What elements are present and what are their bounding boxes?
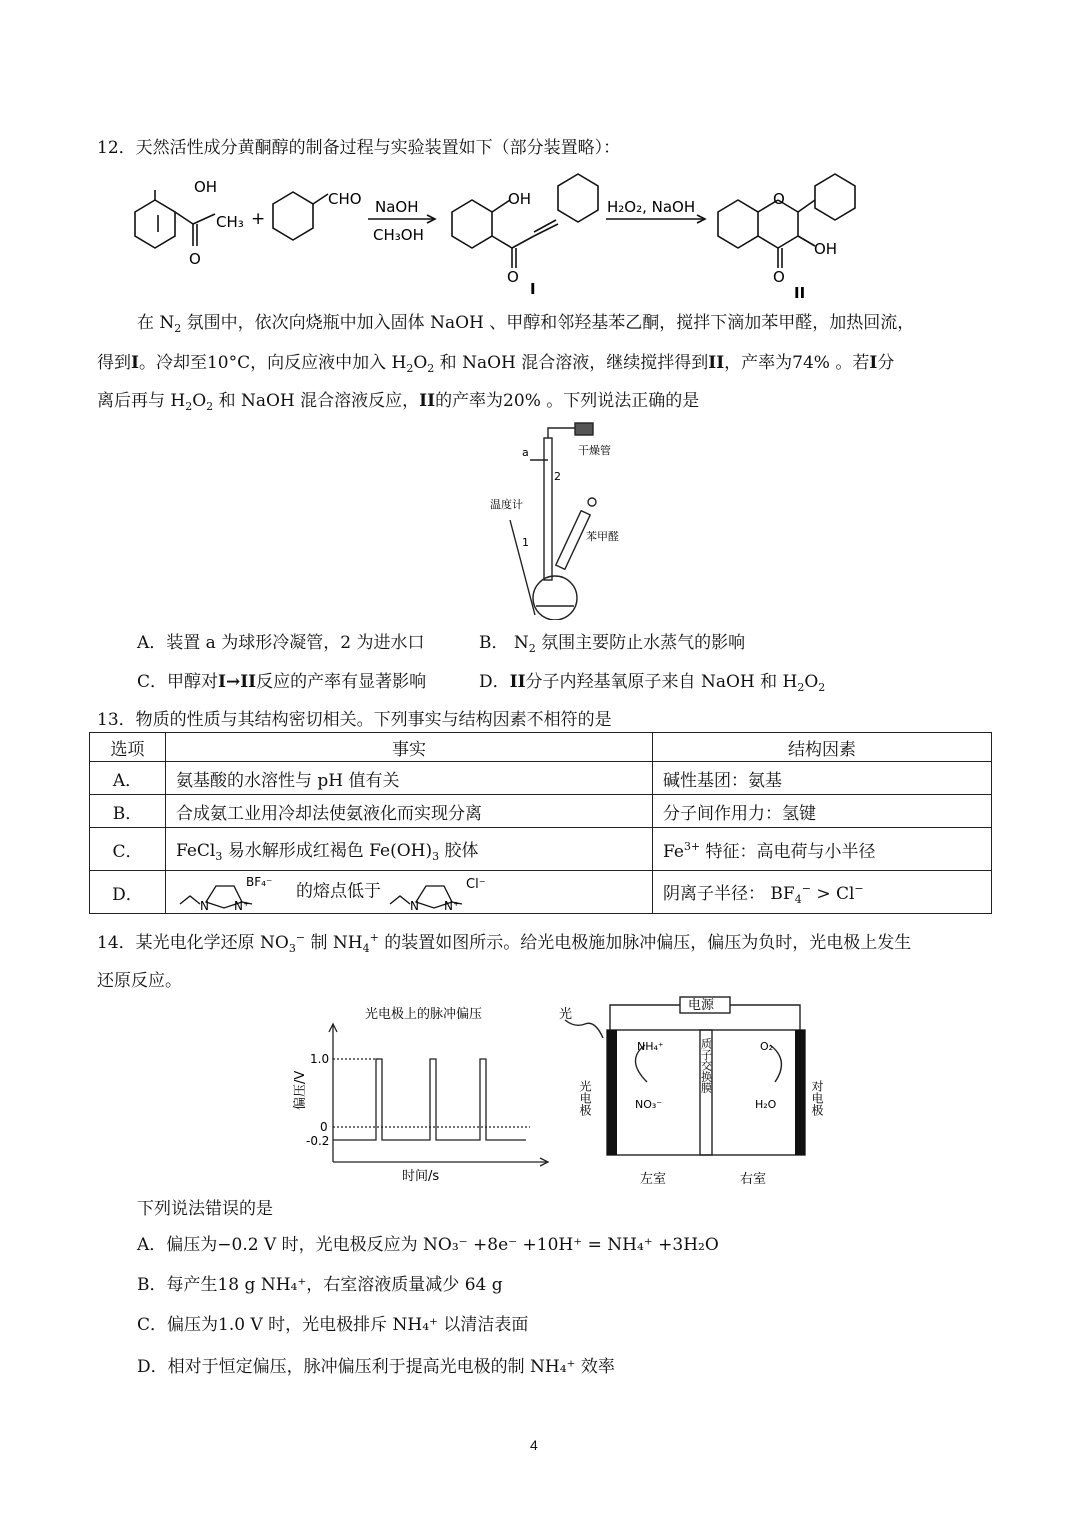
chart-xlabel: 时间/s [402,1169,440,1184]
cell-factor: $Fe^{3+}$ 特征：高电荷与小半径 [653,828,992,871]
p1-label: I [530,280,536,298]
counter-electrode [795,1030,805,1155]
drying-tube-label: 干燥管 [578,444,611,457]
q12-option-c: C．甲醇对I→II反应的产率有显著影响 [137,672,427,692]
right-room-label: 右室 [740,1172,767,1187]
r2-cho: CHO [328,190,362,208]
arrow1-bottom: CH₃OH [373,226,424,244]
ytick-1: 1.0 [310,1052,330,1066]
q12-para2: 得到I。冷却至10°C，向反应液中加入 $H_2O_2$ 和 NaOH 混合溶液，继续搅拌得到II，产率为74% 。若I分 [97,353,895,375]
header-factor: 结构因素 [653,733,992,762]
header-fact: 事实 [166,733,653,762]
r1-oh: OH [194,178,218,196]
q12-option-d: D．II分子内羟基氧原子来自 NaOH 和 $H_2O_2$ [479,672,826,694]
light-label: 光 [559,1007,573,1022]
page-number: 4 [530,1437,538,1453]
bf4-ion: BF₄⁻ [246,875,273,889]
cell-fact: FeCl$_3$ 易水解形成红褐色 $Fe(OH)_3$ 胶体 [166,828,653,871]
chart-ylabel: 偏压/V [293,1070,308,1110]
p1-oh: OH [508,190,532,208]
photoelectrochemical-cell [555,990,845,1190]
ionic-liquid-bf4-structure [176,872,296,912]
ytick-0: 0 [320,1120,328,1134]
chart-title: 光电极上的脉冲偏压 [365,1007,483,1022]
arrow2-top: H₂O₂, NaOH [607,198,696,216]
photoelectrode [607,1030,617,1155]
counter-electrode-label: 对电极 [810,1080,824,1116]
n-atom: N [200,899,209,912]
arrow1-top: NaOH [375,198,419,216]
n-plus-atom: N⁺ [234,899,250,912]
ytick-neg: -0.2 [306,1134,330,1148]
table-row [90,762,992,795]
q12-apparatus [480,420,630,620]
q14-stem-line2: 还原反应。 [97,971,182,991]
table-row [90,828,992,871]
q14-option-d: D．相对于恒定偏压，脉冲偏压利于提高光电极的制 NH₄⁺ 效率 [137,1357,615,1377]
power-label: 电源 [688,998,715,1013]
r1-ch3: CH₃ [216,213,244,231]
benzaldehyde-label: 苯甲醛 [586,530,619,543]
photoelectrode-label: 光电极 [578,1080,592,1116]
q14-stem-line1: 14．某光电化学还原 $NO_3^-$ 制 $NH_4^+$ 的装置如图所示。给光电极施加脉冲偏压，偏压为负时，光电极上发生 [97,931,912,955]
cell-option: B． [90,795,166,828]
q13-table [89,732,992,914]
q12-para1: 在 $N_2$ 氛围中，依次向烧瓶中加入固体 NaOH 、甲醇和邻羟基苯乙酮，搅拌下滴加苯甲醛，加热回流， [137,313,915,335]
cl-ion: Cl⁻ [466,877,486,892]
label-2: 2 [554,470,561,483]
ionic-liquid-cl-structure [386,872,506,912]
no3-label: NO₃⁻ [635,1098,663,1111]
cell-factor: 碱性基团：氨基 [653,762,992,795]
table-row [90,795,992,828]
cell-factor: 阴离子半径： $BF_4^- > Cl^-$ [653,871,992,914]
p1-o: O [507,268,519,286]
q12-stem: 12．天然活性成分黄酮醇的制备过程与实验装置如下（部分装置略）： [97,138,621,158]
thermometer-label: 温度计 [490,498,523,511]
r1-o: O [189,250,201,268]
cell-option: D． [90,871,166,914]
cell-option: A． [90,762,166,795]
h2o-label: H₂O [755,1098,777,1111]
header-option: 选项 [90,733,166,762]
table-header-row [90,733,992,762]
q12-option-a: A．装置 a 为球形冷凝管，2 为进水口 [137,633,425,653]
q12-para3: 离后再与 $H_2O_2$ 和 NaOH 混合溶液反应，II的产率为20% 。下列说法正确的是 [97,391,700,413]
n-atom: N [410,899,420,912]
membrane-label: 质子交换膜 [699,1038,713,1093]
n-plus-atom: N⁺ [444,899,460,912]
q14-option-c: C．偏压为1.0 V 时，光电极排斥 NH₄⁺ 以清洁表面 [137,1315,529,1335]
q12-reaction-scheme [130,172,870,302]
left-room-label: 左室 [640,1172,667,1187]
cell-option: C． [90,828,166,871]
nh4-label: NH₄⁺ [637,1040,664,1053]
o2-label: O₂ [760,1040,774,1053]
cell-factor: 分子间作用力：氢键 [653,795,992,828]
table-row [90,871,992,914]
p2-label: II [794,284,806,302]
q14-lead: 下列说法错误的是 [137,1199,273,1219]
cell-fact: 氨基酸的水溶性与 pH 值有关 [166,762,653,795]
p2-o: O [773,268,785,286]
q14-option-a: A．偏压为−0.2 V 时，光电极反应为 NO₃⁻ +8e⁻ +10H⁺ = NH₄⁺ +3H₂O [137,1235,719,1255]
plus-sign: + [251,209,266,229]
q12-option-b: B． $N_2$ 氛围主要防止水蒸气的影响 [479,633,746,655]
p2-ring-o: O [773,190,785,208]
cell-fact: 合成氨工业用冷却法使氨液化而实现分离 [166,795,653,828]
pulse-bias-chart [290,1000,560,1190]
label-1: 1 [522,536,529,549]
q13-stem: 13．物质的性质与其结构密切相关。下列事实与结构因素不相符的是 [97,710,612,730]
p2-oh: OH [814,240,838,258]
q14-option-b: B．每产生18 g NH₄⁺，右室溶液质量减少 64 g [137,1275,503,1295]
label-a: a [522,446,529,459]
cell-fact: N N⁺ BF₄⁻ 的熔点低于 N N⁺ Cl⁻ [166,871,653,914]
